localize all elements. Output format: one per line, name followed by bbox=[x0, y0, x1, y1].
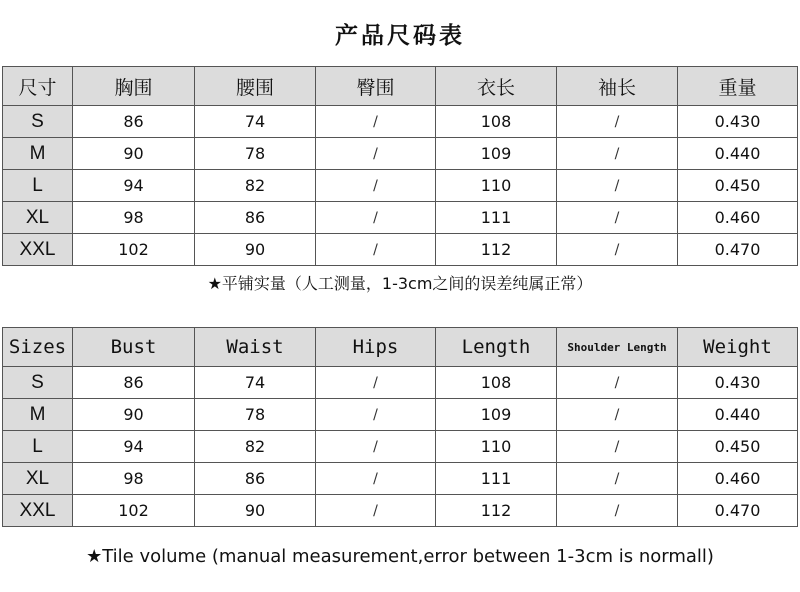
header-hips: Hips bbox=[316, 328, 436, 367]
cell-size: M bbox=[3, 399, 73, 431]
cell-length: 110 bbox=[436, 431, 557, 463]
header-waist: Waist bbox=[195, 328, 316, 367]
cell-sleeve: / bbox=[557, 495, 678, 527]
cell-bust: 102 bbox=[73, 495, 195, 527]
measurement-note-chinese: ★平铺实量（人工测量，1-3cm之间的误差纯属正常） bbox=[207, 274, 593, 293]
cell-sleeve: / bbox=[557, 106, 678, 138]
header-shoulder-length: Shoulder Length bbox=[557, 328, 678, 367]
cell-sleeve: / bbox=[557, 367, 678, 399]
cell-bust: 86 bbox=[73, 106, 195, 138]
cell-waist: 74 bbox=[195, 367, 316, 399]
cell-bust: 98 bbox=[73, 202, 195, 234]
header-size: Sizes bbox=[3, 328, 73, 367]
cell-bust: 94 bbox=[73, 431, 195, 463]
cell-length: 108 bbox=[436, 106, 557, 138]
header-length: 衣长 bbox=[436, 67, 557, 106]
cell-waist: 86 bbox=[195, 202, 316, 234]
cell-weight: 0.470 bbox=[678, 234, 798, 266]
cell-length: 112 bbox=[436, 495, 557, 527]
cell-weight: 0.430 bbox=[678, 367, 798, 399]
header-row bbox=[3, 328, 798, 367]
cell-weight: 0.430 bbox=[678, 106, 798, 138]
size-table-chinese bbox=[2, 66, 798, 266]
cell-waist: 86 bbox=[195, 463, 316, 495]
header-sleeve-length: 袖长 bbox=[557, 67, 678, 106]
table-row bbox=[3, 431, 798, 463]
cell-hips: / bbox=[316, 106, 436, 138]
cell-waist: 90 bbox=[195, 495, 316, 527]
table-row bbox=[3, 138, 798, 170]
cell-size: XL bbox=[3, 463, 73, 495]
measurement-note-english: ★Tile volume (manual measurement,error between 1-3cm is normall) bbox=[86, 546, 714, 567]
cell-size: XXL bbox=[3, 495, 73, 527]
header-hips: 臀围 bbox=[316, 67, 436, 106]
cell-size: S bbox=[3, 106, 73, 138]
table-row bbox=[3, 234, 798, 266]
cell-sleeve: / bbox=[557, 431, 678, 463]
header-length: Length bbox=[436, 328, 557, 367]
cell-weight: 0.470 bbox=[678, 495, 798, 527]
cell-weight: 0.460 bbox=[678, 202, 798, 234]
table-row bbox=[3, 106, 798, 138]
table-row bbox=[3, 495, 798, 527]
cell-sleeve: / bbox=[557, 170, 678, 202]
cell-size: L bbox=[3, 431, 73, 463]
page-title: 产品尺码表 bbox=[335, 22, 465, 49]
cell-hips: / bbox=[316, 431, 436, 463]
cell-sleeve: / bbox=[557, 138, 678, 170]
table-row bbox=[3, 170, 798, 202]
cell-waist: 90 bbox=[195, 234, 316, 266]
cell-bust: 102 bbox=[73, 234, 195, 266]
cell-waist: 74 bbox=[195, 106, 316, 138]
cell-sleeve: / bbox=[557, 399, 678, 431]
cell-length: 111 bbox=[436, 202, 557, 234]
table-row bbox=[3, 399, 798, 431]
cell-hips: / bbox=[316, 138, 436, 170]
header-bust: 胸围 bbox=[73, 67, 195, 106]
cell-bust: 90 bbox=[73, 399, 195, 431]
cell-hips: / bbox=[316, 367, 436, 399]
cell-waist: 82 bbox=[195, 431, 316, 463]
table-row bbox=[3, 463, 798, 495]
cell-length: 110 bbox=[436, 170, 557, 202]
cell-hips: / bbox=[316, 495, 436, 527]
cell-hips: / bbox=[316, 202, 436, 234]
cell-hips: / bbox=[316, 234, 436, 266]
cell-hips: / bbox=[316, 170, 436, 202]
cell-length: 109 bbox=[436, 138, 557, 170]
cell-hips: / bbox=[316, 399, 436, 431]
cell-bust: 98 bbox=[73, 463, 195, 495]
header-bust: Bust bbox=[73, 328, 195, 367]
cell-sleeve: / bbox=[557, 234, 678, 266]
cell-length: 112 bbox=[436, 234, 557, 266]
table-row bbox=[3, 367, 798, 399]
cell-bust: 86 bbox=[73, 367, 195, 399]
cell-bust: 94 bbox=[73, 170, 195, 202]
cell-weight: 0.440 bbox=[678, 399, 798, 431]
cell-bust: 90 bbox=[73, 138, 195, 170]
cell-sleeve: / bbox=[557, 202, 678, 234]
cell-waist: 82 bbox=[195, 170, 316, 202]
cell-length: 109 bbox=[436, 399, 557, 431]
cell-waist: 78 bbox=[195, 138, 316, 170]
cell-size: L bbox=[3, 170, 73, 202]
cell-size: XL bbox=[3, 202, 73, 234]
cell-length: 111 bbox=[436, 463, 557, 495]
cell-weight: 0.450 bbox=[678, 431, 798, 463]
header-weight: Weight bbox=[678, 328, 798, 367]
cell-sleeve: / bbox=[557, 463, 678, 495]
cell-size: XXL bbox=[3, 234, 73, 266]
cell-length: 108 bbox=[436, 367, 557, 399]
size-table-english bbox=[2, 327, 798, 527]
table-row bbox=[3, 202, 798, 234]
header-weight: 重量 bbox=[678, 67, 798, 106]
header-waist: 腰围 bbox=[195, 67, 316, 106]
cell-weight: 0.440 bbox=[678, 138, 798, 170]
header-row bbox=[3, 67, 798, 106]
cell-waist: 78 bbox=[195, 399, 316, 431]
cell-weight: 0.460 bbox=[678, 463, 798, 495]
cell-hips: / bbox=[316, 463, 436, 495]
cell-weight: 0.450 bbox=[678, 170, 798, 202]
header-size: 尺寸 bbox=[3, 67, 73, 106]
cell-size: M bbox=[3, 138, 73, 170]
cell-size: S bbox=[3, 367, 73, 399]
